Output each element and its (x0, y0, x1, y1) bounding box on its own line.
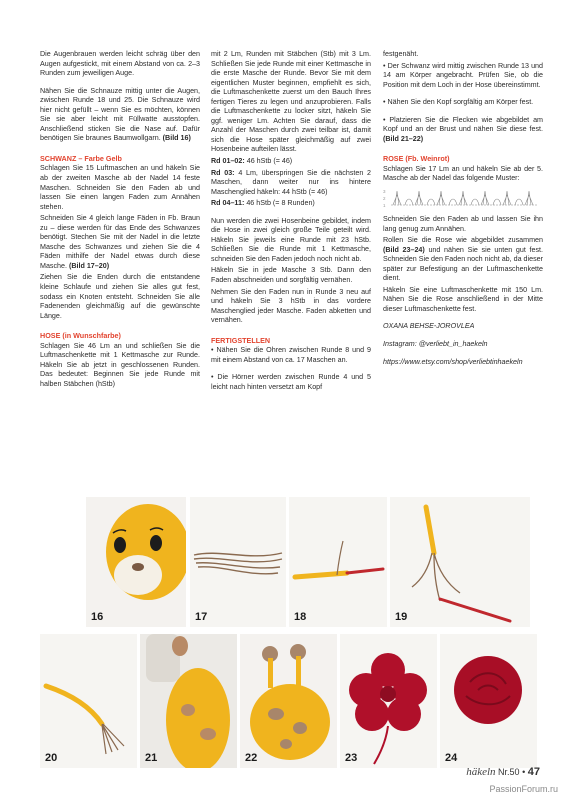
round-instruction (211, 199, 371, 209)
round-instruction (211, 169, 371, 198)
photo-20-finished-tail (40, 634, 137, 768)
image-reference: (Bild 16) (162, 134, 191, 143)
paragraph: Die Augenbrauen werden leicht schräg über den Augen aufgestickt, mit einem Abstand von ca. 2–3 Runden zum jeweiligen Auge. (40, 50, 200, 78)
row-label: 3 (383, 188, 386, 194)
crochet-pattern-chart (383, 187, 543, 209)
page-footer (466, 766, 540, 778)
photo-number: 24 (445, 752, 458, 764)
photo-number: 23 (345, 752, 358, 764)
photo-16-giraffe-head (86, 497, 186, 627)
section-heading-hose: HOSE (in Wunschfarbe) (40, 331, 121, 341)
image-reference: (Bild 17–20) (68, 261, 110, 270)
paragraph: Schlagen Sie 46 Lm an und schließen Sie die Luftmaschenkette mit 1 Kettmasche zur Runde. Häkeln Sie ab jetzt in geschlossenen Runden. Das bedeutet: Beginnen Sie jede Runde mit halben Stäbchen (hStb) (40, 341, 200, 388)
paragraph: Häkeln Sie in jede Masche 3 Stb. Dann den Faden abschneiden und sorgfältig vernähen. (211, 266, 371, 285)
separator-dot: • (522, 767, 526, 777)
text-column-3 (383, 50, 543, 375)
round-label: Rd 03: (211, 168, 235, 177)
paragraph: mit 2 Lm, Runden mit Stäbchen (Stb) mit 3 Lm. Schließen Sie jede Runde mit einer Kettmasche in die erste Masche der Runde. Bevor Sie mit dem eigentlichen Muster beginnen, empfiehlt es sich, die Luftmaschenkette zuerst um den Bauch Ihres fertigen Tieres zu legen und anzuprobieren. Falls die Luftmaschenkette zu locker sitzt, häkeln Sie ggf. weniger Lm. Achten Sie darauf, dass die Anzahl der Maschen durch zwei teilbar ist, damit sich die Hose später gleichmäßig auf zwei Hosenbeine aufteilen lässt. (211, 50, 371, 154)
paragraph (383, 236, 543, 284)
image-reference: (Bild 21–22) (383, 134, 424, 143)
paragraph: Ziehen Sie die Enden durch die entstandene kleine Schlaufe und ziehen Sie alles gut fest, sodass ein Knoten entsteht. Schneiden Sie alle Fadenenden gleichmäßig auf die gewünschte Länge. (40, 273, 200, 320)
photo-22-giraffe-head-back (240, 634, 337, 768)
instagram-handle: Instagram: @verliebt_in_haekeln (383, 339, 488, 348)
round-text: 4 Lm, überspringen Sie die nächsten 2 Maschen, dann weiter nur ins hintere Maschenglied häkeln: 44 hStb (= 46) (211, 168, 372, 196)
paragraph: festgenäht. (383, 50, 419, 58)
paragraph (40, 87, 200, 144)
paragraph (40, 214, 200, 271)
photo-number: 18 (294, 611, 307, 623)
bullet-text: • Platzieren Sie die Flecken wie abgebildet am Kopf und an der Brust und nähen Sie diese fest. (383, 115, 543, 134)
paragraph: Nun werden die zwei Hosenbeine gebildet, indem die Hose in zwei gleich große Teile geteilt wird. Häkeln Sie jeweils eine Runde mit 23 hStb. Schließen Sie die Runde mit 1 Kettmasche, schneiden Sie den Faden jedoch noch nicht ab. (211, 216, 371, 263)
bullet-item (383, 116, 543, 145)
paragraph: Häkeln Sie eine Luftmaschenkette mit 150 Lm. Nähen Sie die Rose anschließend in der Mitte dieser Luftmaschenkette fest. (383, 285, 543, 313)
row-label: 2 (383, 195, 386, 201)
paragraph-text: Nähen Sie die Schnauze mittig unter die Augen, zwischen Runde 18 und 25. Die Schnauze wird hier nicht gefüllt – wenn Sie es möchten, können Sie sie aber leicht mit Füllwatte ausstopfen. Anschließend sticken Sie die Nase auf. Dafür benötigen Sie braunes Baumwollgarn. (40, 86, 200, 143)
crochet-chart-icon (383, 187, 543, 209)
paragraph-text: und nähen Sie sie unten gut fest. Schneiden Sie den Faden noch nicht ab, da dieser später zur Befestigung an der Luftmaschenkette dient. (383, 245, 543, 283)
photo-number: 21 (145, 752, 158, 764)
paragraph-text: Rollen Sie die Rose wie abgebildet zusammen (383, 236, 543, 245)
watermark: PassionForum.ru (489, 784, 558, 794)
round-instruction (211, 157, 371, 167)
photo-17-brown-threads (190, 497, 286, 627)
image-reference: (Bild 23–24) (383, 245, 425, 254)
photo-number: 20 (45, 752, 58, 764)
round-label: Rd 01–02: (211, 157, 245, 166)
page-number: 47 (527, 766, 540, 778)
section-heading-fertigstellen: FERTIGSTELLEN (211, 335, 271, 345)
bullet-item: • Die Hörner werden zwischen Runde 4 und 5 leicht nach hinten versetzt am Kopf (211, 373, 371, 391)
row-label: 1 (383, 202, 386, 208)
photo-19-tassel-needle (390, 497, 530, 627)
photo-23-flat-rose (340, 634, 437, 768)
round-text: 46 hStb (= 46) (246, 157, 293, 166)
photo-number: 17 (195, 611, 208, 623)
bullet-item: • Der Schwanz wird mittig zwischen Runde 13 und 14 am Körper angebracht. Prüfen Sie, ob die Position mit dem Loch in der Hose übereinstimmt. (383, 61, 543, 89)
section-heading-rose: ROSE (Fb. Weinrot) (383, 154, 450, 164)
photo-18-tail-needle (289, 497, 387, 627)
section-heading-schwanz: SCHWANZ – Farbe Gelb (40, 153, 122, 163)
paragraph: Schlagen Sie 15 Luftmaschen an und häkeln Sie ab der zweiten Masche ab der Nadel 14 feste Maschen. Schneiden Sie den Faden ab und lassen Sie einen langen Faden zum Annähen stehen. (40, 164, 200, 211)
bullet-item: • Nähen Sie die Ohren zwischen Runde 8 und 9 mit einem Abstand von ca. 17 Maschen an. (211, 346, 371, 364)
paragraph: Nehmen Sie den Faden nun in Runde 3 neu auf und häkeln Sie 3 hStb in das vordere Maschenglied jeder Masche. Faden abketten und vernähen. (211, 287, 371, 325)
photo-number: 22 (245, 752, 258, 764)
text-column-2 (211, 50, 371, 400)
round-text: 46 hStb (= 8 Runden) (246, 199, 315, 208)
photo-number: 16 (91, 611, 104, 623)
issue-number: Nr.50 (498, 767, 520, 777)
author-name: OXANA BEHSE-JOROVLEA (383, 322, 475, 331)
round-label: Rd 04–11: (211, 199, 245, 208)
photo-24-rolled-rose (440, 634, 537, 768)
paragraph: Schlagen Sie 17 Lm an und häkeln Sie ab der 5. Masche ab der Nadel das folgende Muster: (383, 164, 543, 183)
magazine-name: häkeln (466, 766, 496, 778)
paragraph: Schneiden Sie den Faden ab und lassen Sie ihn lang genug zum Annähen. (383, 214, 543, 233)
text-column-1 (40, 50, 200, 397)
paragraph-text: Schneiden Sie 4 gleich lange Fäden in Fb. Braun zu – diese werden für das Ende des Schwanzes benötigt. Stechen Sie mit der Nadel in die letzte Masche des Schwanzes und ziehen Sie die 4 Fäden mithilfe der Nadel etwas durch diese Masche. (40, 214, 200, 270)
photo-number: 19 (395, 611, 408, 623)
photo-21-giraffe-body (140, 634, 237, 768)
etsy-link: https://www.etsy.com/shop/verliebtinhaekeln (383, 357, 523, 366)
bullet-item: • Nähen Sie den Kopf sorgfältig am Körper fest. (383, 98, 534, 107)
